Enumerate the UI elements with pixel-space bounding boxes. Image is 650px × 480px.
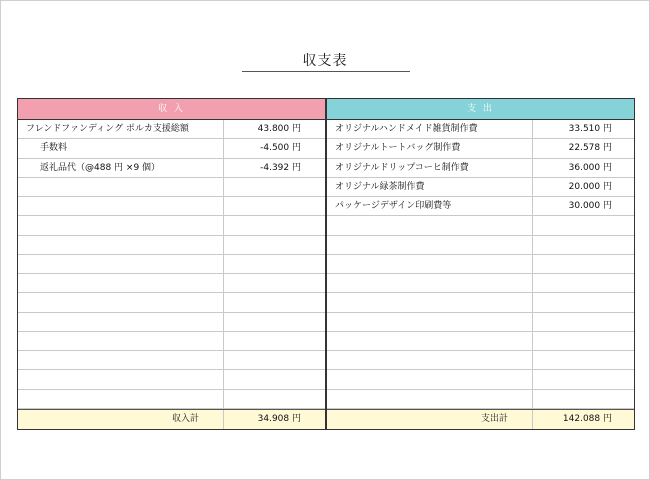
income-item [18, 390, 224, 408]
income-amount [224, 178, 325, 196]
income-total-amount: 34.908 円 [257, 414, 301, 424]
expense-item: オリジナル緑茶制作費 [327, 178, 533, 196]
income-item [18, 197, 224, 215]
table-row [327, 332, 634, 351]
expense-amount: 36.000 円 [568, 162, 612, 173]
table-row [18, 313, 325, 332]
table-row [18, 197, 325, 216]
income-amount [224, 313, 325, 331]
income-item [18, 216, 224, 234]
table-row [327, 216, 634, 235]
expense-item [327, 313, 533, 331]
table-row [18, 139, 325, 158]
title-underline [242, 71, 410, 72]
income-item [18, 178, 224, 196]
expense-item [327, 370, 533, 388]
expense-total-label: 支出計 [327, 410, 533, 429]
table-row [327, 274, 634, 293]
table-row [18, 293, 325, 312]
table-row [327, 139, 634, 158]
table-row [18, 236, 325, 255]
income-item [18, 293, 224, 311]
expense-amount [533, 313, 634, 331]
expense-amount [533, 351, 634, 369]
income-amount [224, 351, 325, 369]
income-amount: -4.500 円 [260, 143, 301, 154]
income-item: 手数料 [18, 139, 224, 157]
income-total-label: 収入計 [18, 410, 224, 429]
income-amount [224, 293, 325, 311]
expense-table [326, 98, 635, 430]
expense-amount [533, 370, 634, 388]
table-row [327, 390, 634, 409]
expense-amount: 33.510 円 [568, 124, 612, 134]
income-amount [224, 255, 325, 273]
table-row [18, 255, 325, 274]
income-amount [224, 332, 325, 350]
table-row [18, 216, 325, 235]
income-item [18, 351, 224, 369]
expense-amount [533, 274, 634, 292]
income-amount [224, 216, 325, 234]
table-row [18, 332, 325, 351]
income-item [18, 332, 224, 350]
expense-amount: 30.000 円 [568, 201, 612, 212]
expense-rows [327, 120, 634, 409]
expense-amount [533, 255, 634, 273]
income-amount: -4.392 円 [260, 162, 301, 173]
income-item [18, 236, 224, 254]
income-item [18, 313, 224, 331]
table-row [327, 236, 634, 255]
table-row [327, 178, 634, 197]
expense-amount: 20.000 円 [568, 181, 612, 192]
income-item [18, 370, 224, 388]
table-row [327, 197, 634, 216]
income-total-row [18, 409, 325, 429]
table-row [18, 390, 325, 409]
income-amount [224, 390, 325, 408]
table-row [327, 120, 634, 139]
expense-item [327, 390, 533, 408]
income-amount [224, 236, 325, 254]
expense-total-amount: 142.088 円 [562, 414, 612, 424]
expense-item [327, 255, 533, 273]
expense-item: オリジナルトートバッグ制作費 [327, 139, 533, 157]
income-item: フレンドファンディング ポルカ支援総額 [18, 120, 224, 138]
income-item [18, 255, 224, 273]
income-amount [224, 197, 325, 215]
income-item: 返礼品代（@488 円 ×9 個） [18, 159, 224, 177]
table-row [18, 370, 325, 389]
expense-amount [533, 236, 634, 254]
income-header: 収 入 [18, 99, 325, 120]
expense-item [327, 351, 533, 369]
expense-item [327, 236, 533, 254]
table-row [327, 159, 634, 178]
expense-amount [533, 390, 634, 408]
table-row [327, 313, 634, 332]
expense-item: オリジナルドリップコーヒ制作費 [327, 159, 533, 177]
expense-amount [533, 216, 634, 234]
income-amount [224, 274, 325, 292]
table-row [327, 351, 634, 370]
income-item [18, 274, 224, 292]
expense-item [327, 216, 533, 234]
income-rows [18, 120, 325, 409]
table-row [327, 293, 634, 312]
expense-item [327, 332, 533, 350]
expense-header: 支 出 [327, 99, 634, 120]
expense-item [327, 293, 533, 311]
table-row [18, 351, 325, 370]
income-amount: 43.800 円 [257, 124, 301, 134]
expense-total-row [327, 409, 634, 429]
income-table [17, 98, 326, 430]
expense-item: パッケージデザイン印刷費等 [327, 197, 533, 215]
expense-amount [533, 332, 634, 350]
table-row [18, 120, 325, 139]
expense-item [327, 274, 533, 292]
expense-amount [533, 293, 634, 311]
expense-amount: 22.578 円 [568, 143, 612, 154]
table-row [327, 255, 634, 274]
table-row [18, 178, 325, 197]
expense-item: オリジナルハンドメイド雑貨制作費 [327, 120, 533, 138]
table-row [327, 370, 634, 389]
income-amount [224, 370, 325, 388]
document-title: 収支表 [302, 53, 348, 69]
table-row [18, 274, 325, 293]
table-row [18, 159, 325, 178]
